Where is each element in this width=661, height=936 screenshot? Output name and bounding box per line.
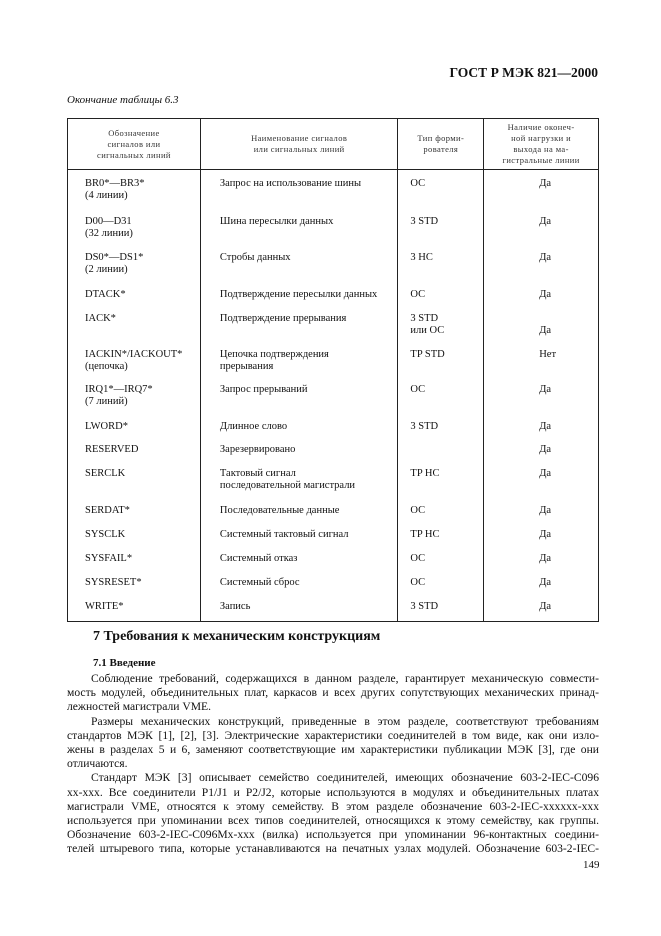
signal-cell-line: IACKIN*/IACKOUT* <box>85 348 183 360</box>
signal-cell-line: SERDAT* <box>85 504 130 516</box>
table-row <box>68 250 599 287</box>
signal-cell-line: BR0*—BR3* <box>85 178 145 189</box>
document-id: ГОСТ Р МЭК 821—2000 <box>449 65 598 80</box>
table-row <box>68 527 599 551</box>
subsection-heading: 7.1 Введение <box>93 657 156 669</box>
table-row <box>68 287 599 311</box>
signal-cell <box>68 311 201 347</box>
termination-cell: Да <box>484 214 599 250</box>
name-cell <box>200 382 398 419</box>
column-header-line: Наименование сигналов <box>251 133 348 143</box>
driver-type-cell-line: 3 STD <box>410 420 439 432</box>
paragraph-line: Соблюдение требований, содержащихся в данном разделе, гарантирует механическую совмести- <box>91 672 599 685</box>
termination-cell: Да <box>484 419 599 442</box>
driver-type-cell <box>398 250 484 287</box>
name-cell-line: Шина пересылки данных <box>219 215 334 227</box>
table-row <box>68 347 599 382</box>
driver-type-cell <box>398 311 484 347</box>
signals-table <box>67 118 599 622</box>
signal-cell-line: SYSRESET* <box>85 576 142 588</box>
paragraph-line: отличаются. <box>67 757 128 771</box>
paragraph-line: телей штыревого типа, которые устанавливаются на печатных узлах модулей. Обозначение 603-2-IEC- <box>67 842 599 856</box>
driver-type-cell <box>398 170 484 214</box>
driver-type-cell <box>398 442 484 466</box>
signal-cell-line: (7 линий) <box>85 395 128 407</box>
driver-type-cell <box>398 347 484 382</box>
termination-cell: Да <box>484 575 599 599</box>
termination-cell: Да <box>484 382 599 419</box>
table-row <box>68 382 599 419</box>
paragraph-line: лежностей магистрали VME. <box>67 700 212 714</box>
column-header <box>200 119 398 170</box>
driver-type-cell <box>398 551 484 575</box>
signal-cell <box>68 466 201 503</box>
paragraph-line: Обозначение 603-2-IEC-C096Mx-xxx (вилка) используется при упоминании 96-контактных соедини- <box>67 828 599 842</box>
termination-cell: Нет <box>484 347 599 382</box>
column-header <box>398 119 484 170</box>
name-cell-line: Стробы данных <box>219 251 291 263</box>
driver-type-cell-line: ОС <box>410 178 426 189</box>
signal-cell-line: D00—D31 <box>85 215 132 227</box>
driver-type-cell-line: 3 STD <box>410 600 439 612</box>
name-cell <box>200 599 398 622</box>
column-header-line: сигналов или <box>107 138 161 149</box>
column-header-line: Обозначение <box>108 127 160 138</box>
name-cell <box>200 287 398 311</box>
termination-cell: Да <box>484 442 599 466</box>
paragraph-line: xx-xxx. Все соединители P1/J1 и P2/J2, которые используются в модулях и объединительных платах <box>67 785 599 799</box>
column-header-line: сигнальных линий <box>97 149 171 160</box>
table-row <box>68 442 599 466</box>
name-cell <box>200 214 398 250</box>
termination-cell: Да <box>484 250 599 287</box>
paragraph-line: используется при упоминании всех типов соединителей, относящихся к этому семейству, как группы. <box>67 814 599 828</box>
name-cell <box>200 250 398 287</box>
table-row <box>68 466 599 503</box>
signal-cell-line: SERCLK <box>85 467 126 479</box>
termination-cell: Да <box>484 311 599 347</box>
signal-cell-line: SYSCLK <box>85 528 126 540</box>
signal-cell <box>68 575 201 599</box>
driver-type-cell-line: ОС <box>410 552 426 564</box>
section-heading: 7 Требования к механическим конструкциям <box>93 629 381 644</box>
termination-cell: Да <box>484 170 599 214</box>
page-number: 149 <box>583 859 600 871</box>
name-cell-line: Подтверждение прерывания <box>219 312 347 324</box>
signal-cell <box>68 170 201 214</box>
termination-cell: Да <box>484 287 599 311</box>
termination-cell: Да <box>484 599 599 622</box>
name-cell-line: Запрос на использование шины <box>219 178 362 189</box>
paragraph <box>67 672 599 715</box>
termination-cell: Да <box>484 527 599 551</box>
signal-cell <box>68 287 201 311</box>
name-cell <box>200 466 398 503</box>
paragraph-line: Размеры механических конструкций, приведенные в этом разделе, соответствуют требованиям <box>91 714 599 728</box>
table-row <box>68 419 599 442</box>
signal-cell-line: IACK* <box>85 312 116 324</box>
driver-type-cell-line: или ОС <box>410 324 445 336</box>
name-cell <box>200 419 398 442</box>
name-cell <box>200 503 398 527</box>
name-cell-line: последовательной магистрали <box>219 479 356 491</box>
table-row <box>68 170 599 214</box>
termination-cell: Да <box>484 466 599 503</box>
column-header-line: Тип форми- <box>417 133 465 143</box>
column-header <box>484 119 599 170</box>
name-cell-line: Системный тактовый сигнал <box>219 528 349 540</box>
signal-cell <box>68 527 201 551</box>
signal-cell <box>68 503 201 527</box>
signal-cell-line: DS0*—DS1* <box>85 251 144 263</box>
name-cell-line: Системный отказ <box>219 552 298 564</box>
paragraph <box>67 715 599 772</box>
name-cell <box>200 575 398 599</box>
column-header-line: Наличие оконеч- <box>507 122 575 132</box>
driver-type-cell-line: 3 НС <box>410 251 433 263</box>
signal-cell-line: (4 линии) <box>85 190 128 201</box>
signal-cell-line: WRITE* <box>85 600 124 612</box>
signal-cell-line: (2 линии) <box>85 263 128 275</box>
name-cell-line: Запрос прерываний <box>219 383 308 395</box>
signal-cell <box>68 382 201 419</box>
paragraph-line: магистрали VME, относятся к этому семейству. В этом разделе обозначение 603-2-IEC-xxxxxx-xxx <box>67 799 599 813</box>
driver-type-cell-line: 3 STD <box>410 312 439 324</box>
driver-type-cell-line: TP STD <box>410 348 445 360</box>
table-row <box>68 311 599 347</box>
signal-cell-line: RESERVED <box>85 443 139 455</box>
signal-cell <box>68 347 201 382</box>
termination-cell: Да <box>484 551 599 575</box>
column-header-line: выхода на ма- <box>513 144 569 154</box>
signal-cell <box>68 419 201 442</box>
paragraph <box>67 771 599 856</box>
driver-type-cell-line: ОС <box>410 576 426 588</box>
name-cell-line: Длинное слово <box>219 420 288 432</box>
column-header-line: рователя <box>423 144 459 154</box>
section-body <box>67 672 599 857</box>
name-cell-line: Запись <box>219 600 251 612</box>
name-cell-line: Последовательные данные <box>219 504 340 516</box>
signal-cell-line: SYSFAIL* <box>85 552 133 564</box>
table-row <box>68 503 599 527</box>
table-caption: Окончание таблицы 6.3 <box>67 94 179 106</box>
paragraph-line: стандартов МЭК [1], [2], [3]. Электрические характеристики соединителей в том виде, как они изло- <box>67 728 599 742</box>
name-cell-line: Зарезервировано <box>219 443 296 455</box>
driver-type-cell-line: ОС <box>410 288 426 300</box>
name-cell-line: Подтверждение пересылки данных <box>219 288 378 300</box>
paragraph-line: жены в разделах 5 и 6, заменяют соответствующие им характеристики публикации МЭК [3], где они <box>67 743 599 757</box>
column-header <box>68 119 201 170</box>
table-row <box>68 599 599 622</box>
name-cell-line: прерывания <box>219 360 274 372</box>
column-header-line: или сигнальных линий <box>253 144 345 154</box>
driver-type-cell <box>398 503 484 527</box>
name-cell <box>200 527 398 551</box>
driver-type-cell-line: ОС <box>410 504 426 516</box>
driver-type-cell <box>398 419 484 442</box>
signal-cell <box>68 250 201 287</box>
driver-type-cell <box>398 575 484 599</box>
name-cell <box>200 311 398 347</box>
name-cell-line: Системный сброс <box>219 576 300 588</box>
signal-cell-line: (32 линии) <box>85 227 133 239</box>
driver-type-cell <box>398 287 484 311</box>
driver-type-cell-line: TP НС <box>410 528 440 540</box>
name-cell <box>200 442 398 466</box>
table-row <box>68 551 599 575</box>
name-cell-line: Тактовый сигнал <box>219 467 296 479</box>
signal-cell <box>68 214 201 250</box>
driver-type-cell <box>398 466 484 503</box>
driver-type-cell <box>398 599 484 622</box>
signal-cell-line: IRQ1*—IRQ7* <box>85 383 153 395</box>
driver-type-cell-line: ОС <box>410 383 426 395</box>
signal-cell <box>68 551 201 575</box>
driver-type-cell <box>398 382 484 419</box>
table-row <box>68 575 599 599</box>
signal-cell <box>68 599 201 622</box>
name-cell <box>200 551 398 575</box>
driver-type-cell-line: 3 STD <box>410 215 439 227</box>
table-row <box>68 214 599 250</box>
name-cell <box>200 347 398 382</box>
signal-cell <box>68 442 201 466</box>
driver-type-cell-line: TP НС <box>410 467 440 479</box>
signal-cell-line: LWORD* <box>85 420 128 432</box>
signal-cell-line: DTACK* <box>85 288 126 300</box>
signal-cell-line: (цепочка) <box>85 360 128 372</box>
paragraph-line: Стандарт МЭК [3] описывает семейство соединителей, имеющих обозначение 603-2-IEC-C096 <box>91 771 599 785</box>
driver-type-cell <box>398 527 484 551</box>
driver-type-cell <box>398 214 484 250</box>
column-header-line: гистральные линии <box>502 155 580 165</box>
table-header-row <box>68 119 599 170</box>
column-header-line: ной нагрузки и <box>511 133 572 143</box>
paragraph-line: мость модулей, объединительных плат, каркасов и всех других сопутствующих механических принад- <box>67 686 599 700</box>
name-cell <box>200 170 398 214</box>
termination-cell: Да <box>484 503 599 527</box>
name-cell-line: Цепочка подтверждения <box>219 348 329 360</box>
